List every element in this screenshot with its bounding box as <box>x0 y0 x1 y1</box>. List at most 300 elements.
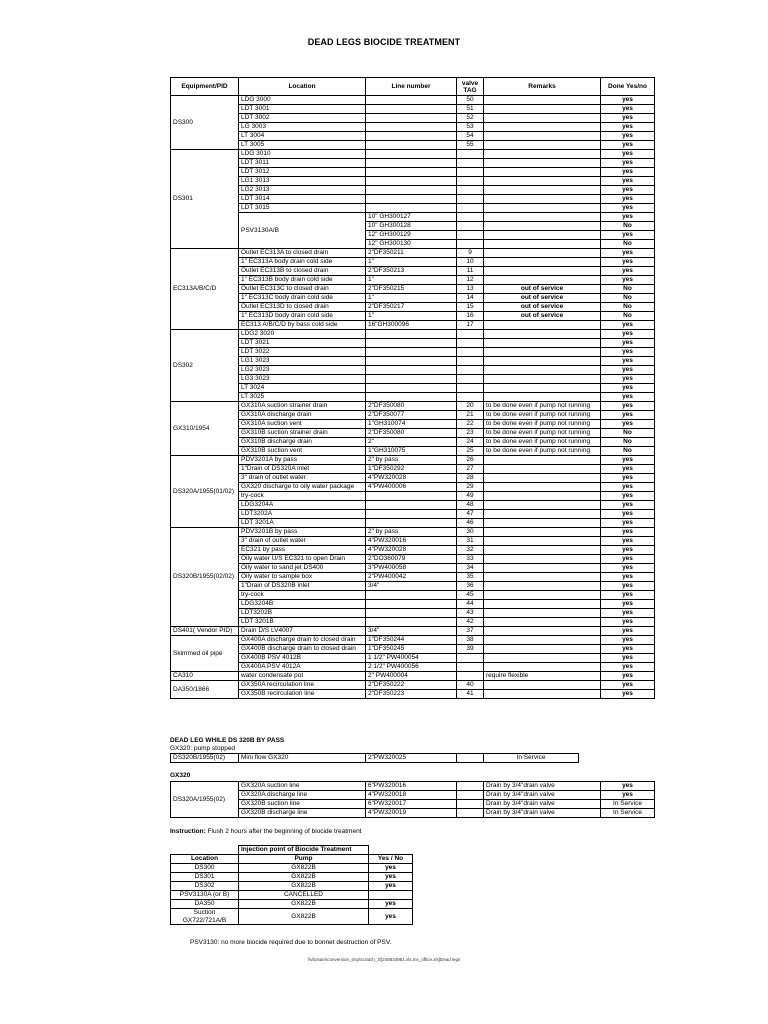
valve-cell <box>457 240 484 249</box>
location-cell: EC313 A/B/C/D by bass cold side <box>239 321 366 330</box>
table-row <box>171 864 413 873</box>
table-row <box>171 681 655 690</box>
remarks-cell <box>484 366 601 375</box>
table-row <box>171 609 655 618</box>
location-cell: LDT 3201B <box>239 618 366 627</box>
valve-cell: 13 <box>457 285 484 294</box>
done-cell: yes <box>601 456 655 465</box>
valve-cell <box>457 357 484 366</box>
remarks-cell <box>484 123 601 132</box>
location-cell: LDT 3015 <box>239 204 366 213</box>
line-cell: 3/4" <box>366 582 457 591</box>
line-cell: 4"PW320028 <box>366 474 457 483</box>
done-cell: yes <box>601 231 655 240</box>
line-cell: 16"GH300096 <box>366 321 457 330</box>
location-cell: 1" EC313D body drain cold side <box>239 312 366 321</box>
done-cell: yes <box>601 393 655 402</box>
valve-cell: 28 <box>457 474 484 483</box>
injection-title-row <box>171 846 413 855</box>
done-cell: yes <box>601 672 655 681</box>
table-row <box>171 690 655 699</box>
table-row <box>171 339 655 348</box>
table-row <box>171 891 413 900</box>
remarks-cell: out of service <box>484 294 601 303</box>
remarks-cell: to be done even if pump not running <box>484 420 601 429</box>
table-row <box>171 510 655 519</box>
equipment-cell: EC313A/B/C/D <box>171 249 239 330</box>
done-cell: In Service <box>601 800 655 809</box>
valve-cell <box>457 791 484 800</box>
remarks-cell <box>484 645 601 654</box>
done-cell: yes <box>601 555 655 564</box>
remarks-cell: Drain by 3/4"drain valve <box>484 809 601 818</box>
location-cell: LDG 3000 <box>239 96 366 105</box>
location-cell: Outlet EC313B to closed drain <box>239 267 366 276</box>
location-cell: 1"Drain of DS320B inlet <box>239 582 366 591</box>
location-cell: LDT 3012 <box>239 168 366 177</box>
table-row <box>171 555 655 564</box>
injection-location-cell: PSV3130A (or B) <box>171 891 239 900</box>
done-cell: yes <box>601 411 655 420</box>
location-cell: GX320A suction line <box>239 782 366 791</box>
valve-cell: 23 <box>457 429 484 438</box>
table-row <box>171 402 655 411</box>
line-cell: 2" PW400004 <box>366 672 457 681</box>
location-cell: PDV3201B by pass <box>239 528 366 537</box>
location-cell: LG 3003 <box>239 123 366 132</box>
location-cell: GX350B recirculation line <box>239 690 366 699</box>
done-cell: yes <box>601 537 655 546</box>
equipment-cell: DS302 <box>171 330 239 402</box>
location-cell: LG1 3023 <box>239 357 366 366</box>
location-cell: LDG3204B <box>239 600 366 609</box>
done-cell: yes <box>601 96 655 105</box>
instruction <box>170 828 361 835</box>
valve-cell: 38 <box>457 636 484 645</box>
location-cell: GX310B discharge drain <box>239 438 366 447</box>
location-cell: GX310B suction strainer drain <box>239 429 366 438</box>
location-cell: GX310A discharge drain <box>239 411 366 420</box>
location-cell: GX350A recirculation line <box>239 681 366 690</box>
table-row <box>171 519 655 528</box>
table-row <box>171 663 655 672</box>
table-row <box>171 177 655 186</box>
injection-yesno-cell: yes <box>369 900 413 909</box>
valve-cell: 11 <box>457 267 484 276</box>
location-cell: PDV3201A by pass <box>239 456 366 465</box>
location-cell: LDT 3011 <box>239 159 366 168</box>
location-cell: LDG3204A <box>239 501 366 510</box>
location-cell: Drain D/S LV4007 <box>239 627 366 636</box>
line-cell <box>366 591 457 600</box>
injection-pump-cell: GX822B <box>239 909 369 925</box>
injection-header-pump: Pump <box>239 855 369 864</box>
remarks-cell <box>484 132 601 141</box>
line-cell <box>366 195 457 204</box>
done-cell: yes <box>601 681 655 690</box>
line-cell <box>366 105 457 114</box>
header-equipment: Equipment/PID <box>171 78 239 96</box>
location-cell: try-cock <box>239 492 366 501</box>
done-cell: yes <box>601 791 655 800</box>
line-cell <box>366 519 457 528</box>
table-row <box>171 909 413 925</box>
remarks-cell <box>484 321 601 330</box>
done-cell: yes <box>601 123 655 132</box>
line-cell: 4"PW320019 <box>366 809 457 818</box>
remarks-cell <box>484 654 601 663</box>
remarks-cell <box>484 357 601 366</box>
remarks-cell <box>484 177 601 186</box>
location-cell: 1" EC313A body drain cold side <box>239 258 366 267</box>
page-title: DEAD LEGS BIOCIDE TREATMENT <box>307 37 461 47</box>
valve-cell: 25 <box>457 447 484 456</box>
done-cell: yes <box>601 402 655 411</box>
done-cell: yes <box>601 618 655 627</box>
bypass-location: Mini flow GX320 <box>239 754 366 763</box>
header-done: Done Yes/no <box>601 78 655 96</box>
remarks-cell <box>484 186 601 195</box>
location-cell: 1"Drain of DS320A inlet <box>239 465 366 474</box>
done-cell: yes <box>601 357 655 366</box>
table-row <box>171 754 579 763</box>
remarks-cell <box>484 474 601 483</box>
table-row <box>171 186 655 195</box>
line-cell <box>366 618 457 627</box>
psv-note: PSV3130: no more biocide required due to bonnet destruction of PSV. <box>190 939 392 946</box>
valve-cell: 48 <box>457 501 484 510</box>
location-cell: LG3 3023 <box>239 375 366 384</box>
valve-cell <box>457 168 484 177</box>
remarks-cell <box>484 393 601 402</box>
remarks-cell <box>484 168 601 177</box>
line-cell <box>366 339 457 348</box>
done-cell: yes <box>601 168 655 177</box>
done-cell: yes <box>601 339 655 348</box>
table-row <box>171 546 655 555</box>
valve-cell: 51 <box>457 105 484 114</box>
remarks-cell: Drain by 3/4"drain valve <box>484 800 601 809</box>
valve-cell: 36 <box>457 582 484 591</box>
line-cell: 2" by pass <box>366 456 457 465</box>
header-valve-tag: valve TAG <box>457 78 484 96</box>
line-cell: 2"DF350222 <box>366 681 457 690</box>
equipment-cell: DA350/1866 <box>171 681 239 699</box>
remarks-cell <box>484 663 601 672</box>
table-row <box>171 791 655 800</box>
location-cell: EC321 by pass <box>239 546 366 555</box>
remarks-cell <box>484 465 601 474</box>
table-row <box>171 492 655 501</box>
remarks-cell <box>484 375 601 384</box>
table-row <box>171 276 655 285</box>
done-cell: No <box>601 303 655 312</box>
remarks-cell <box>484 330 601 339</box>
remarks-cell <box>484 240 601 249</box>
location-cell: LDT 3014 <box>239 195 366 204</box>
remarks-cell <box>484 681 601 690</box>
table-row <box>171 123 655 132</box>
location-cell: Oily water to sample box <box>239 573 366 582</box>
location-cell: LT 3025 <box>239 393 366 402</box>
remarks-cell <box>484 546 601 555</box>
location-cell: 1" EC313C body drain cold side <box>239 294 366 303</box>
done-cell: No <box>601 222 655 231</box>
location-cell: GX310A suction strainer drain <box>239 402 366 411</box>
remarks-cell: Drain by 3/4"drain valve <box>484 791 601 800</box>
remarks-cell <box>484 195 601 204</box>
valve-cell: 12 <box>457 276 484 285</box>
line-cell: 2"DF350215 <box>366 285 457 294</box>
injection-location-cell: DA350 <box>171 900 239 909</box>
bypass-line: 2"PW320025 <box>366 754 457 763</box>
remarks-cell <box>484 384 601 393</box>
line-cell: 1"DF350245 <box>366 645 457 654</box>
line-cell: 2"DF350077 <box>366 411 457 420</box>
location-cell: GX320A discharge line <box>239 791 366 800</box>
injection-yesno-cell: yes <box>369 873 413 882</box>
table-row <box>171 564 655 573</box>
done-cell: yes <box>601 267 655 276</box>
equipment-cell: DS301 <box>171 150 239 249</box>
remarks-cell <box>484 573 601 582</box>
header-remarks: Remarks <box>484 78 601 96</box>
done-cell: yes <box>601 186 655 195</box>
remarks-cell <box>484 618 601 627</box>
injection-location-cell: DS302 <box>171 882 239 891</box>
table-row <box>171 600 655 609</box>
injection-yesno-cell: yes <box>369 882 413 891</box>
done-cell: yes <box>601 132 655 141</box>
remarks-cell: Drain by 3/4"drain valve <box>484 782 601 791</box>
injection-header-yesno: Yes / No <box>369 855 413 864</box>
line-cell: 6"PW320017 <box>366 800 457 809</box>
table-row <box>171 96 655 105</box>
valve-cell: 26 <box>457 456 484 465</box>
valve-cell <box>457 231 484 240</box>
location-cell: LDT3202B <box>239 609 366 618</box>
line-cell: 1" <box>366 276 457 285</box>
valve-cell: 37 <box>457 627 484 636</box>
remarks-cell <box>484 231 601 240</box>
done-cell: yes <box>601 348 655 357</box>
line-cell <box>366 393 457 402</box>
injection-pump-cell: GX822B <box>239 873 369 882</box>
valve-cell: 52 <box>457 114 484 123</box>
remarks-cell <box>484 609 601 618</box>
done-cell: yes <box>601 375 655 384</box>
done-cell: yes <box>601 105 655 114</box>
line-cell: 4"PW400006 <box>366 483 457 492</box>
table-row <box>171 258 655 267</box>
table-row <box>171 105 655 114</box>
line-cell: 1" <box>366 258 457 267</box>
table-row <box>171 591 655 600</box>
valve-cell: 40 <box>457 681 484 690</box>
valve-cell <box>457 800 484 809</box>
location-cell: GX400B PSV 4012B <box>239 654 366 663</box>
injection-table <box>170 845 413 925</box>
line-cell <box>366 186 457 195</box>
injection-location-cell: DS300 <box>171 864 239 873</box>
table-row <box>171 159 655 168</box>
injection-title: Injection point of Biocide Treatment <box>239 846 369 855</box>
table-row <box>171 285 655 294</box>
done-cell: yes <box>601 600 655 609</box>
done-cell: yes <box>601 663 655 672</box>
location-cell: GX320 discharge to oily water package <box>239 483 366 492</box>
gx320-heading: GX320 <box>170 772 191 779</box>
done-cell: yes <box>601 195 655 204</box>
table-row <box>171 672 655 681</box>
valve-cell <box>457 375 484 384</box>
equipment-cell: DS401( Vendor PID) <box>171 627 239 636</box>
valve-cell: 35 <box>457 573 484 582</box>
valve-cell <box>457 384 484 393</box>
table-row <box>171 141 655 150</box>
table-row <box>171 321 655 330</box>
table-row <box>171 357 655 366</box>
table-row <box>171 294 655 303</box>
location-cell: LG1 3013 <box>239 177 366 186</box>
line-cell: 2"DF350211 <box>366 249 457 258</box>
done-cell: yes <box>601 510 655 519</box>
done-cell: yes <box>601 609 655 618</box>
location-cell: PSV3130A/B <box>239 213 366 249</box>
location-cell: Outlet EC313A to closed drain <box>239 249 366 258</box>
line-cell <box>366 600 457 609</box>
remarks-cell <box>484 456 601 465</box>
done-cell: yes <box>601 321 655 330</box>
valve-cell <box>457 654 484 663</box>
table-row <box>171 537 655 546</box>
table-row <box>171 573 655 582</box>
valve-cell: 42 <box>457 618 484 627</box>
table-row <box>171 303 655 312</box>
equipment-cell: DS300 <box>171 96 239 150</box>
location-cell: try-cock <box>239 591 366 600</box>
valve-cell: 39 <box>457 645 484 654</box>
bypass-subheading: GX320: pump stopped <box>170 745 236 752</box>
table-row <box>171 447 655 456</box>
location-cell: LDT 3002 <box>239 114 366 123</box>
location-cell: LT 3024 <box>239 384 366 393</box>
done-cell: yes <box>601 276 655 285</box>
valve-cell: 49 <box>457 492 484 501</box>
remarks-cell <box>484 600 601 609</box>
valve-cell: 24 <box>457 438 484 447</box>
valve-cell: 44 <box>457 600 484 609</box>
line-cell: 3"PW400058 <box>366 564 457 573</box>
done-cell: yes <box>601 366 655 375</box>
location-cell: 3" drain of outlet water <box>239 537 366 546</box>
equipment-cell: DS320B/1955(02/02) <box>171 528 239 627</box>
line-cell: 10" GH300127 <box>366 213 457 222</box>
line-cell <box>366 330 457 339</box>
done-cell: yes <box>601 492 655 501</box>
table-row <box>171 456 655 465</box>
table-row <box>171 312 655 321</box>
valve-cell <box>457 159 484 168</box>
table-row <box>171 213 655 222</box>
location-cell: 3" drain of outlet water <box>239 474 366 483</box>
remarks-cell <box>484 492 601 501</box>
remarks-cell <box>484 348 601 357</box>
line-cell: 2 1/2" PW400056 <box>366 663 457 672</box>
remarks-cell <box>484 141 601 150</box>
table-row <box>171 348 655 357</box>
done-cell: yes <box>601 420 655 429</box>
line-cell: 4"PW320016 <box>366 537 457 546</box>
done-cell: yes <box>601 627 655 636</box>
done-cell: yes <box>601 204 655 213</box>
table-row <box>171 366 655 375</box>
line-cell: 6"PW320016 <box>366 782 457 791</box>
remarks-cell: require flexible <box>484 672 601 681</box>
table-row <box>171 438 655 447</box>
equipment-cell: DS320A/1955(02) <box>171 782 239 818</box>
valve-cell: 34 <box>457 564 484 573</box>
remarks-cell: to be done even if pump not running <box>484 402 601 411</box>
bypass-equipment: DS320B/1955(02) <box>171 754 239 763</box>
equipment-cell: DS320A/1955(01/02) <box>171 456 239 528</box>
location-cell: LT 3004 <box>239 132 366 141</box>
valve-cell <box>457 195 484 204</box>
table-row <box>171 800 655 809</box>
valve-cell: 16 <box>457 312 484 321</box>
location-cell: GX320B discharge line <box>239 809 366 818</box>
equipment-cell: CA310 <box>171 672 239 681</box>
location-cell: 1" EC313B body drain cold side <box>239 276 366 285</box>
remarks-cell <box>484 519 601 528</box>
line-cell <box>366 510 457 519</box>
location-cell: LT 3005 <box>239 141 366 150</box>
remarks-cell <box>484 582 601 591</box>
table-row <box>171 501 655 510</box>
table-row <box>171 465 655 474</box>
valve-cell: 22 <box>457 420 484 429</box>
line-cell <box>366 348 457 357</box>
table-row <box>171 627 655 636</box>
remarks-cell <box>484 267 601 276</box>
location-cell: GX310B suction vent <box>239 447 366 456</box>
location-cell: LDT3202A <box>239 510 366 519</box>
table-row <box>171 150 655 159</box>
bypass-valve <box>457 754 484 763</box>
valve-cell: 32 <box>457 546 484 555</box>
table-row <box>171 249 655 258</box>
done-cell: yes <box>601 645 655 654</box>
valve-cell: 29 <box>457 483 484 492</box>
done-cell: yes <box>601 528 655 537</box>
injection-header-row <box>171 855 413 864</box>
valve-cell: 14 <box>457 294 484 303</box>
valve-cell: 45 <box>457 591 484 600</box>
table-row <box>171 528 655 537</box>
remarks-cell: out of service <box>484 312 601 321</box>
location-cell: LG2 3023 <box>239 366 366 375</box>
line-cell <box>366 114 457 123</box>
table-row <box>171 654 655 663</box>
line-cell: 2"DF350080 <box>366 402 457 411</box>
line-cell: 2"DO360079 <box>366 555 457 564</box>
valve-cell <box>457 672 484 681</box>
injection-pump-cell: CANCELLED <box>239 891 369 900</box>
valve-cell <box>457 663 484 672</box>
valve-cell: 50 <box>457 96 484 105</box>
valve-cell: 15 <box>457 303 484 312</box>
done-cell: yes <box>601 501 655 510</box>
